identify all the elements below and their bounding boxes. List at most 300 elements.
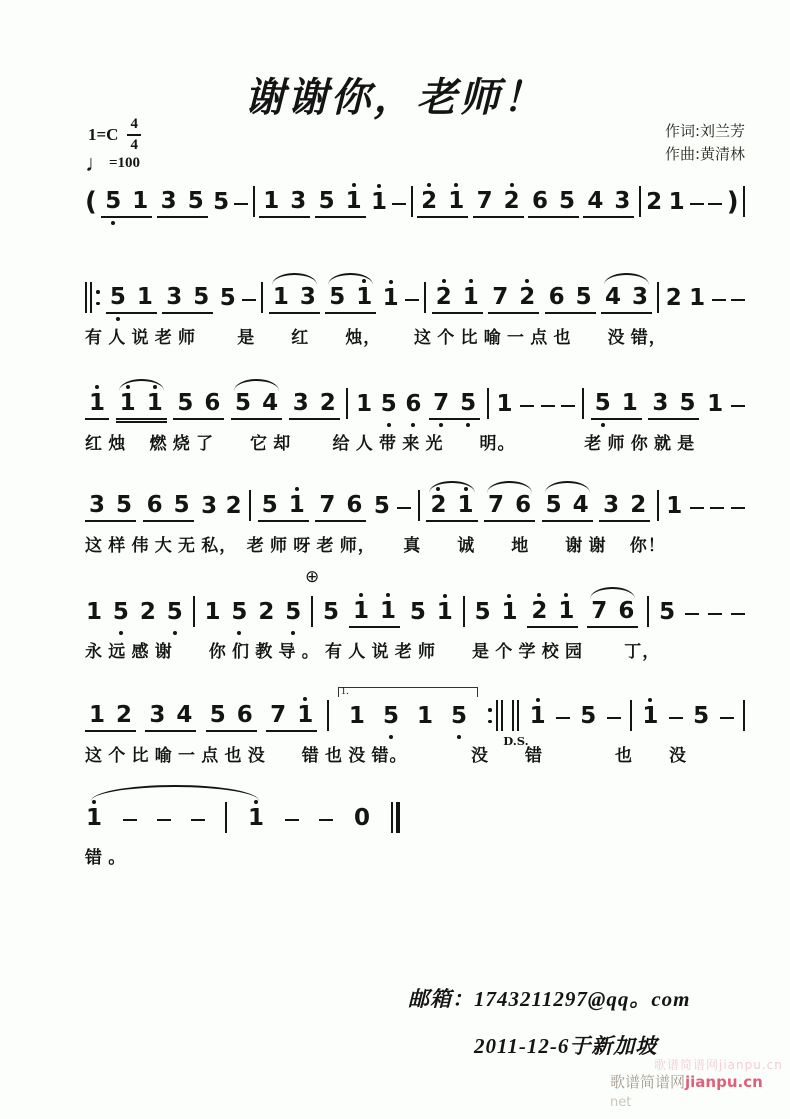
note-digit: 3 <box>292 390 309 416</box>
beam-group <box>85 392 109 420</box>
score-element <box>157 819 171 822</box>
barline-stroke <box>743 186 745 217</box>
duration-dash <box>191 819 205 835</box>
note <box>299 286 317 312</box>
note-digit: 2 <box>435 284 452 310</box>
octave-dot-above <box>386 593 390 597</box>
note-digit: 5 <box>261 492 278 518</box>
coda-icon: ⊕ <box>305 567 320 587</box>
note-digit: 4 <box>605 284 622 310</box>
score-element <box>731 507 745 510</box>
note-digit: 5 <box>318 188 335 214</box>
barline-stroke <box>743 700 745 731</box>
note-digit: 3 <box>89 492 106 518</box>
note-digit: 2 <box>519 284 536 310</box>
octave-dot-above <box>92 800 96 804</box>
note <box>631 286 649 312</box>
composer-credit: 作曲:黄清林 <box>664 145 745 164</box>
note-digit: 1 <box>132 188 149 214</box>
note-digit: 1 <box>345 188 362 214</box>
octave-dot-above <box>443 594 447 598</box>
octave-dot-above <box>454 183 458 187</box>
note <box>257 601 275 628</box>
note-row <box>85 480 745 522</box>
octave-dot-above <box>464 487 468 491</box>
note-digit: 7 <box>433 390 450 416</box>
barline <box>418 490 420 521</box>
time-numerator: 4 <box>127 116 141 136</box>
note <box>548 286 566 312</box>
duration-dash <box>285 819 299 835</box>
note <box>575 286 593 312</box>
watermark-faint-row: 歌谱简谱网jianpu.cn <box>654 1058 783 1072</box>
beam-group <box>315 494 366 522</box>
score-element <box>123 819 137 822</box>
beam-group <box>426 494 477 522</box>
barline <box>582 388 584 419</box>
note <box>432 392 450 418</box>
beam-group <box>157 190 208 218</box>
octave-dot-above <box>442 279 446 283</box>
watermark-domain: jianpu.cn <box>685 1073 763 1091</box>
note <box>165 286 183 312</box>
volta-bracket <box>338 686 478 732</box>
note-row <box>85 272 745 314</box>
note <box>491 286 509 312</box>
note <box>160 190 178 216</box>
lyrics-line: 红 烛 燃 烧 了 它 却 给 人 带 来 光 明。 老 师 你 就 是 <box>85 434 696 453</box>
repeat-dots <box>96 290 100 305</box>
note-digit: 5 <box>112 599 129 625</box>
note-digit: 2 <box>430 492 447 518</box>
beam-group <box>587 600 638 628</box>
note <box>558 190 576 216</box>
parenthesis: ( <box>85 187 97 217</box>
note <box>225 495 243 522</box>
note <box>617 600 635 626</box>
parenthesis: ) <box>726 187 739 217</box>
barline-stroke <box>225 802 227 833</box>
note-digit: 5 <box>116 492 133 518</box>
note-digit: 1 <box>86 599 103 625</box>
note-digit: 6 <box>618 598 635 624</box>
note-digit: 1 <box>248 805 265 831</box>
note-digit: 5 <box>193 284 210 310</box>
note <box>645 191 663 218</box>
key-label: 1=C <box>88 125 119 145</box>
note <box>296 704 314 730</box>
note-digit: 1 <box>642 703 659 729</box>
duration-dash <box>720 717 734 733</box>
duration-dash <box>397 507 411 523</box>
octave-dot-above <box>362 279 366 283</box>
note <box>348 705 366 732</box>
octave-dot-below <box>387 423 391 427</box>
score-element <box>541 405 555 408</box>
duration-dash <box>708 203 722 219</box>
note-digit: 0 <box>354 805 371 831</box>
note-digit: 4 <box>587 188 604 214</box>
note-digit: 5 <box>177 390 194 416</box>
beam-group <box>289 392 340 420</box>
note <box>353 807 371 834</box>
beam-group <box>599 494 650 522</box>
note-digit: 6 <box>146 492 163 518</box>
score-element <box>319 819 333 822</box>
octave-dot-above <box>95 385 99 389</box>
beam-group <box>432 286 483 314</box>
note <box>370 191 388 218</box>
note <box>212 191 230 218</box>
ds-label: D.S. <box>503 734 529 748</box>
duration-dash <box>520 405 534 421</box>
octave-dot-below <box>439 423 443 427</box>
note <box>119 392 137 418</box>
note-digit: 7 <box>591 598 608 624</box>
beam-group <box>542 494 593 522</box>
beam-group <box>648 392 699 420</box>
beam-group <box>545 286 596 314</box>
beam-group <box>145 704 196 732</box>
note-row <box>85 176 745 218</box>
lyrics-line: 错 。 <box>85 848 127 867</box>
note-digit: 5 <box>173 492 190 518</box>
duration-dash <box>712 299 726 315</box>
barline-stroke <box>411 186 413 217</box>
note <box>579 705 597 732</box>
barline <box>647 596 649 627</box>
note-digit: 3 <box>166 284 183 310</box>
note <box>462 286 480 312</box>
note <box>706 393 724 420</box>
note <box>420 190 438 216</box>
note <box>115 494 133 520</box>
date-place: 2011-12-6于新加坡 <box>474 1034 658 1058</box>
note-digit: 5 <box>209 702 226 728</box>
note <box>219 287 237 314</box>
duration-dash <box>710 507 724 523</box>
note-digit: 3 <box>149 702 166 728</box>
octave-dot-above <box>436 487 440 491</box>
note-digit: 2 <box>531 598 548 624</box>
octave-dot-below <box>111 221 115 225</box>
score-element <box>520 405 534 408</box>
note-digit: 1 <box>496 391 513 417</box>
score-element <box>731 299 745 302</box>
note <box>328 286 346 312</box>
score-element <box>669 717 683 720</box>
note-digit: 1 <box>457 492 474 518</box>
note <box>192 286 210 312</box>
octave-dot-above <box>126 385 130 389</box>
note <box>131 190 149 216</box>
note-digit: 5 <box>187 188 204 214</box>
tempo-value: =100 <box>109 155 141 171</box>
barline-stroke <box>463 596 465 627</box>
note-digit: 5 <box>559 188 576 214</box>
note-digit: 3 <box>160 188 177 214</box>
note <box>641 705 659 732</box>
note <box>355 286 373 312</box>
note <box>269 704 287 730</box>
note <box>457 494 475 520</box>
note <box>345 190 363 216</box>
beam-group <box>349 600 400 628</box>
beam-group <box>206 704 257 732</box>
barline <box>261 282 263 313</box>
repeat-dots <box>488 708 492 723</box>
note <box>262 190 280 216</box>
beam-group <box>315 190 366 218</box>
note <box>692 705 710 732</box>
note-digit: 5 <box>460 390 477 416</box>
octave-dot-above <box>389 280 393 284</box>
score-element <box>710 507 724 510</box>
note <box>545 494 563 520</box>
barline <box>487 388 489 419</box>
beam-group <box>429 392 480 420</box>
barline-stroke <box>85 282 87 313</box>
note <box>459 392 477 418</box>
system-3 <box>85 378 745 454</box>
note <box>176 392 194 418</box>
note-digit: 1 <box>668 189 685 215</box>
note <box>613 190 631 216</box>
note-digit: 3 <box>614 188 631 214</box>
octave-dot-above <box>525 279 529 283</box>
barline-stroke <box>496 700 498 731</box>
note <box>322 601 340 628</box>
note <box>85 807 103 834</box>
note-digit: 1 <box>348 703 365 729</box>
note <box>355 393 373 420</box>
lyrics-line: 这 个 比 喻 一 点 也 没 错 也 没 错。 没 错 也 没 <box>85 746 687 765</box>
tie-group <box>85 802 265 834</box>
note <box>602 494 620 520</box>
barline-stroke <box>261 282 263 313</box>
note <box>88 494 106 520</box>
beam-group <box>266 704 317 732</box>
note-digit: 5 <box>235 390 252 416</box>
note <box>345 494 363 520</box>
note <box>85 601 103 628</box>
beam-group <box>583 190 634 218</box>
note-digit: 5 <box>231 599 248 625</box>
octave-dot-above <box>469 279 473 283</box>
beam-group <box>528 190 579 218</box>
note <box>166 601 184 628</box>
lyricist-credit: 作词:刘兰芳 <box>664 122 745 140</box>
score-element <box>242 299 256 302</box>
note <box>450 705 468 732</box>
barline <box>346 388 348 419</box>
octave-dot-above <box>510 183 514 187</box>
lyrics-line: 有 人 说 老 师 是 红 烛， 这 个 比 喻 一 点 也 没 错， <box>85 328 667 347</box>
note-digit: 1 <box>204 599 221 625</box>
barline-stroke <box>253 186 255 217</box>
note <box>261 392 279 418</box>
note <box>476 190 494 216</box>
duration-dash <box>685 613 699 629</box>
note <box>621 392 639 418</box>
beam-group <box>85 704 136 732</box>
beam-group <box>116 392 167 420</box>
note <box>288 494 306 520</box>
note <box>586 190 604 216</box>
note-digit: 1 <box>146 390 163 416</box>
duration-dash <box>242 299 256 315</box>
note-digit: 1 <box>382 285 399 311</box>
note-digit: 3 <box>632 284 649 310</box>
duration-dash <box>708 613 722 629</box>
watermark-net-suffix: net <box>610 1094 632 1110</box>
score-element <box>191 819 205 822</box>
system-4 <box>85 480 745 556</box>
note <box>209 704 227 730</box>
note <box>651 392 669 418</box>
note <box>175 704 193 730</box>
note-digit: 1 <box>689 285 706 311</box>
note-digit: 5 <box>575 284 592 310</box>
volta-label: 1. <box>340 686 349 697</box>
note <box>200 495 218 522</box>
note <box>531 190 549 216</box>
note <box>146 392 164 418</box>
note <box>318 494 336 520</box>
note-digit: 1 <box>89 390 106 416</box>
barline-stroke <box>630 700 632 731</box>
octave-dot-below <box>466 423 470 427</box>
note <box>261 494 279 520</box>
beam-group <box>488 286 539 314</box>
barline-stroke <box>517 700 519 731</box>
note-digit: 7 <box>488 492 505 518</box>
duration-dash <box>731 405 745 421</box>
barline <box>743 186 745 217</box>
note-digit: 1 <box>416 703 433 729</box>
note <box>495 393 513 420</box>
note <box>514 494 532 520</box>
note <box>148 704 166 730</box>
note-digit: 5 <box>594 390 611 416</box>
beam-group <box>591 392 642 420</box>
octave-dot-above <box>427 183 431 187</box>
octave-dot-above <box>536 698 540 702</box>
barline <box>657 282 659 313</box>
note-digit: 7 <box>319 492 336 518</box>
note <box>352 600 370 626</box>
beam-group <box>417 190 468 218</box>
duration-dash <box>319 819 333 835</box>
contact-email: 邮箱：1743211297@qq。com <box>408 987 691 1011</box>
note <box>665 287 683 314</box>
note <box>373 495 391 522</box>
note-digit: 1 <box>666 493 683 519</box>
note-digit: 1 <box>119 390 136 416</box>
note-digit: 5 <box>450 703 467 729</box>
octave-dot-below <box>119 631 123 635</box>
note-digit: 1 <box>89 702 106 728</box>
note-digit: 5 <box>382 703 399 729</box>
barline <box>327 700 329 731</box>
note-digit: 5 <box>373 493 390 519</box>
system-2 <box>85 272 745 348</box>
beam-group <box>106 286 157 314</box>
note <box>284 601 302 628</box>
note-digit: 7 <box>476 188 493 214</box>
note-digit: 2 <box>630 492 647 518</box>
note-digit: 2 <box>225 493 242 519</box>
barline-stroke <box>193 596 195 627</box>
watermark-main-row <box>610 1073 788 1111</box>
octave-dot-above <box>359 593 363 597</box>
note-digit: 6 <box>515 492 532 518</box>
note-digit: 5 <box>329 284 346 310</box>
note <box>236 704 254 730</box>
note <box>518 286 536 312</box>
note-digit: 5 <box>380 391 397 417</box>
note-digit: 1 <box>272 284 289 310</box>
octave-dot-above <box>153 385 157 389</box>
note-digit: 1 <box>462 284 479 310</box>
octave-dot-above <box>303 697 307 701</box>
note-digit: 1 <box>379 598 396 624</box>
note-digit: 1 <box>621 390 638 416</box>
watermark-site-name: 歌谱简谱网 <box>610 1073 686 1091</box>
note-digit: 4 <box>572 492 589 518</box>
note-digit: 1 <box>436 599 453 625</box>
page-title: 谢谢你，老师！ <box>244 75 546 120</box>
duration-dash <box>731 299 745 315</box>
barline-stroke <box>657 490 659 521</box>
beam-group <box>162 286 213 314</box>
barline-stroke <box>346 388 348 419</box>
duration-dash <box>234 203 248 219</box>
note-digit: 5 <box>474 599 491 625</box>
note-digit: 6 <box>204 390 221 416</box>
note-digit: 3 <box>652 390 669 416</box>
note-digit: 5 <box>409 599 426 625</box>
duration-dash <box>607 717 621 733</box>
system-5 <box>85 567 745 662</box>
barline <box>249 490 251 521</box>
note-digit: 3 <box>299 284 316 310</box>
note <box>668 191 686 218</box>
barline <box>225 802 227 833</box>
note-digit: 4 <box>262 390 279 416</box>
note <box>187 190 205 216</box>
duration-dash <box>541 405 555 421</box>
note <box>435 286 453 312</box>
octave-dot-below <box>389 735 393 739</box>
note <box>436 601 454 628</box>
note-digit: 5 <box>285 599 302 625</box>
note <box>529 705 547 732</box>
beam-group <box>101 190 152 218</box>
octave-dot-below <box>173 631 177 635</box>
score-element <box>405 299 419 302</box>
note-digit: 6 <box>236 702 253 728</box>
note <box>204 601 222 628</box>
note <box>429 494 447 520</box>
note <box>487 494 505 520</box>
note-digit: 5 <box>580 703 597 729</box>
note <box>230 601 248 628</box>
note-digit: 5 <box>213 189 230 215</box>
lyrics-line: 永 远 感 谢 你 们 教 导 。 有 人 说 老 师 是 个 学 校 园 丁， <box>85 642 661 661</box>
note-row <box>85 378 745 420</box>
note-digit: 7 <box>492 284 509 310</box>
